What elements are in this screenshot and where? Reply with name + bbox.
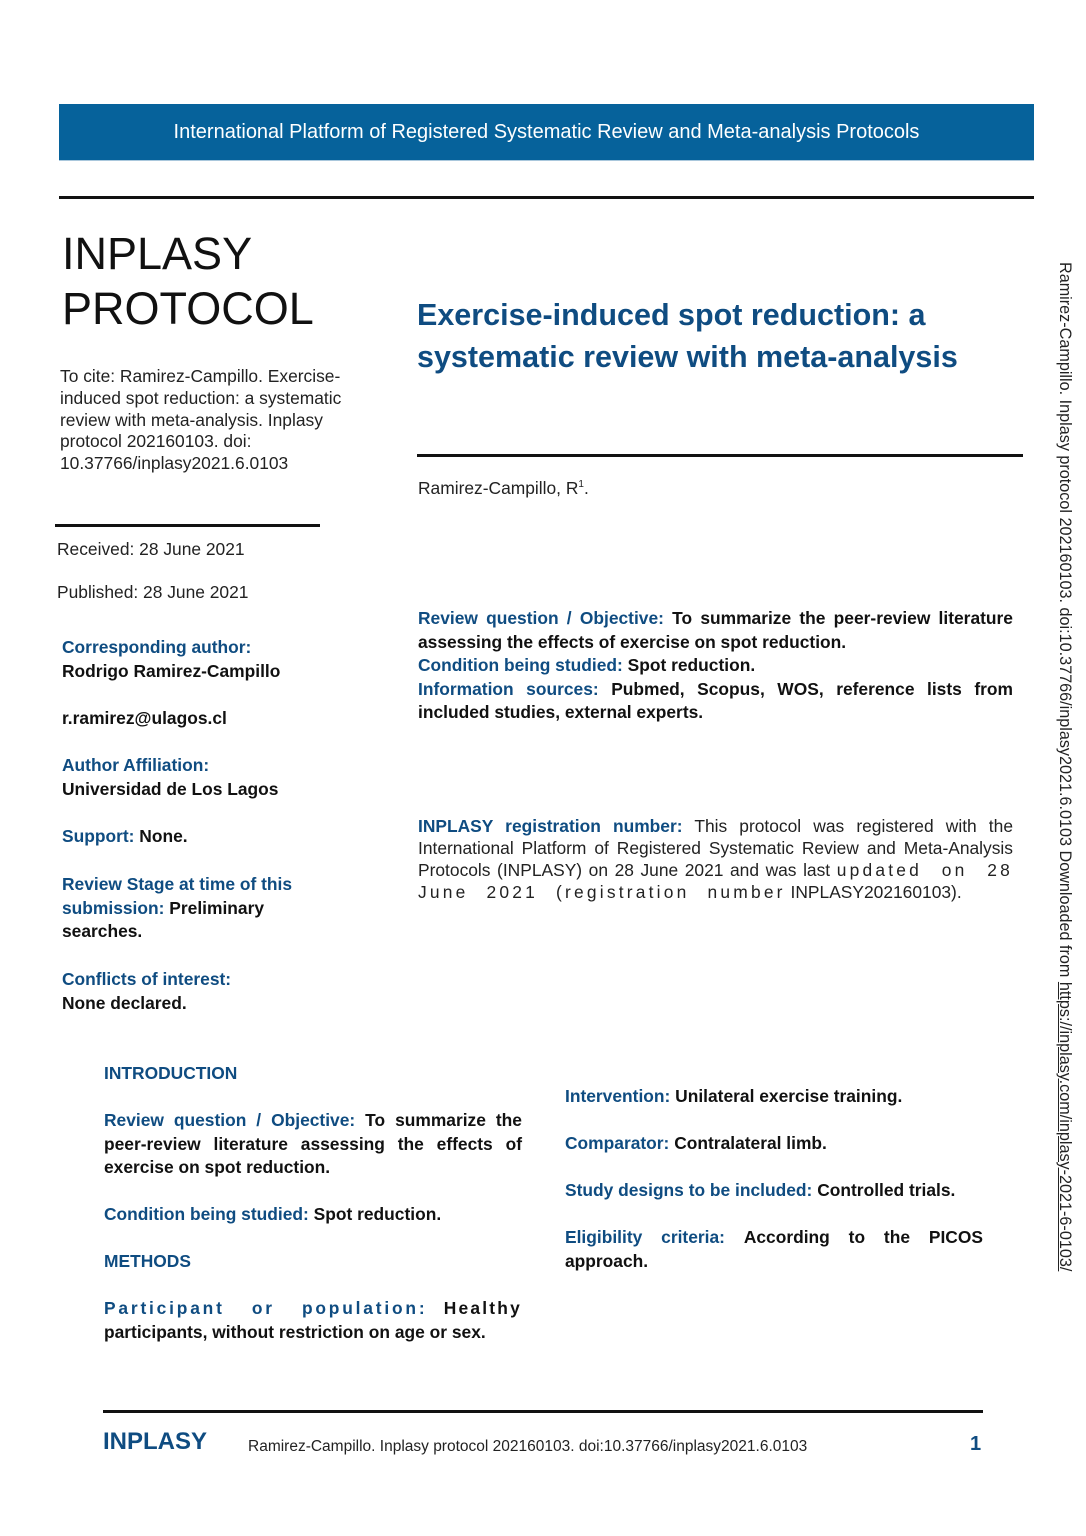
designs-value: Controlled trials.: [817, 1180, 956, 1200]
corresponding-name: Rodrigo Ramirez-Campillo: [62, 660, 281, 681]
abstract-condition-label: Condition being studied:: [418, 655, 623, 675]
title-rule: [417, 454, 1023, 457]
stage-value-1: Preliminary: [169, 897, 265, 918]
eligibility-label: Eligibility criteria:: [565, 1227, 725, 1247]
author-end: .: [583, 478, 589, 498]
received-date: Received: 28 June 2021: [57, 539, 245, 559]
banner-text: International Platform of Registered Systematic Review and Meta-analysis Protocols: [173, 120, 920, 143]
download-link[interactable]: https://inplasy.com/inplasy-2021-6-0103/: [1056, 981, 1074, 1272]
corresponding-label: Corresponding author:: [62, 637, 252, 657]
registration-text-1: This protocol was registered with the International Platform of Registered Systematic Review and Meta-Analysis Protocols (INPLASY) on 28 June 2021 and was last: [418, 816, 1013, 880]
author-email[interactable]: r.ramirez@ulagos.cl: [62, 708, 227, 728]
protocol-title: [62, 226, 314, 336]
download-sidebar: [1052, 262, 1078, 1422]
article-title: Exercise-induced spot reduction: a systematic review with meta-analysis: [417, 298, 958, 374]
methods-heading: METHODS: [104, 1251, 191, 1271]
stage-value-2: searches.: [62, 921, 143, 941]
intervention-label: Intervention:: [565, 1086, 671, 1106]
condition-label: Condition being studied:: [104, 1204, 309, 1224]
published-date: Published: 28 June 2021: [57, 582, 249, 602]
affiliation-value: Universidad de Los Lagos: [62, 778, 279, 799]
objective-value: To summarize the peer-review literature assessing the effects of exercise on spot reduction.: [104, 1110, 522, 1177]
review-stage: [62, 873, 362, 944]
support-label: Support:: [62, 826, 135, 846]
abstract-condition-value: Spot reduction.: [627, 655, 756, 675]
author-affiliation: [62, 754, 362, 801]
conflicts-label: Conflicts of interest:: [62, 969, 232, 989]
eligibility-value: According to the PICOS approach.: [565, 1227, 983, 1271]
conflicts-value: None declared.: [62, 992, 187, 1013]
top-rule: [59, 196, 1034, 199]
registration-label: INPLASY registration number:: [418, 816, 683, 836]
conflicts: [62, 968, 362, 1015]
page-number: 1: [970, 1433, 982, 1455]
support-value: None.: [139, 826, 188, 846]
registration-info: [418, 815, 1013, 903]
citation: To cite: Ramirez-Campillo. Exercise-induced spot reduction: a systematic review with meta-analysis. Inplasy protocol 202160103. doi: 10.37766/inplasy2021.6.0103: [60, 366, 342, 474]
introduction-heading: INTRODUCTION: [104, 1063, 238, 1083]
support: [62, 825, 362, 849]
abstract-sources-value: Pubmed, Scopus, WOS, reference lists from included studies, external experts.: [418, 678, 1013, 722]
title-line-2: PROTOCOL: [62, 283, 314, 334]
comparator-value: Contralateral limb.: [674, 1133, 827, 1153]
comparator-label: Comparator:: [565, 1133, 670, 1153]
registration-text-2: updated on 28 June 2021 (registration number: [418, 860, 1013, 902]
corresponding-author: [62, 636, 362, 683]
abstract: [418, 607, 1013, 725]
abstract-sources-label: Information sources:: [418, 678, 599, 699]
body-left-column: [104, 1062, 522, 1344]
participant-label: Participant or population:: [104, 1298, 428, 1318]
condition-value: Spot reduction.: [313, 1204, 442, 1224]
objective-label: Review question / Objective:: [104, 1110, 356, 1130]
stage-label-2: submission:: [62, 897, 165, 918]
abstract-objective-label: Review question / Objective:: [418, 608, 664, 628]
sidebar-text-wrap: [1055, 262, 1074, 1271]
title-line-1: INPLASY: [62, 228, 253, 279]
footer-brand: INPLASY: [103, 1428, 208, 1455]
intervention-value: Unilateral exercise training.: [675, 1086, 903, 1106]
author-line: [418, 478, 589, 499]
body-right-column: [565, 1085, 983, 1273]
abstract-objective-value: To summarize the peer-review literature assessing the effects of exercise on spot reduction.: [418, 608, 1013, 652]
sidebar-text: Ramirez-Campillo. Inplasy protocol 202160103. doi:10.37766/inplasy2021.6.0103 Downloaded from: [1056, 262, 1074, 982]
registration-text-3: INPLASY202160103).: [790, 882, 962, 902]
left-rule: [55, 524, 320, 527]
footer-rule: [103, 1410, 983, 1413]
participant-value-1: Healthy: [443, 1298, 522, 1318]
stage-label-1: Review Stage at time of this: [62, 874, 293, 894]
author-affiliation-mark: 1: [578, 479, 584, 490]
author-name: Ramirez-Campillo, R: [418, 478, 579, 498]
footer-citation: Ramirez-Campillo. Inplasy protocol 202160103. doi:10.37766/inplasy2021.6.0103: [248, 1438, 808, 1455]
participant-value-2: participants, without restriction on age or sex.: [104, 1321, 486, 1342]
platform-banner: [59, 104, 1034, 161]
affiliation-label: Author Affiliation:: [62, 755, 210, 775]
designs-label: Study designs to be included:: [565, 1180, 813, 1200]
